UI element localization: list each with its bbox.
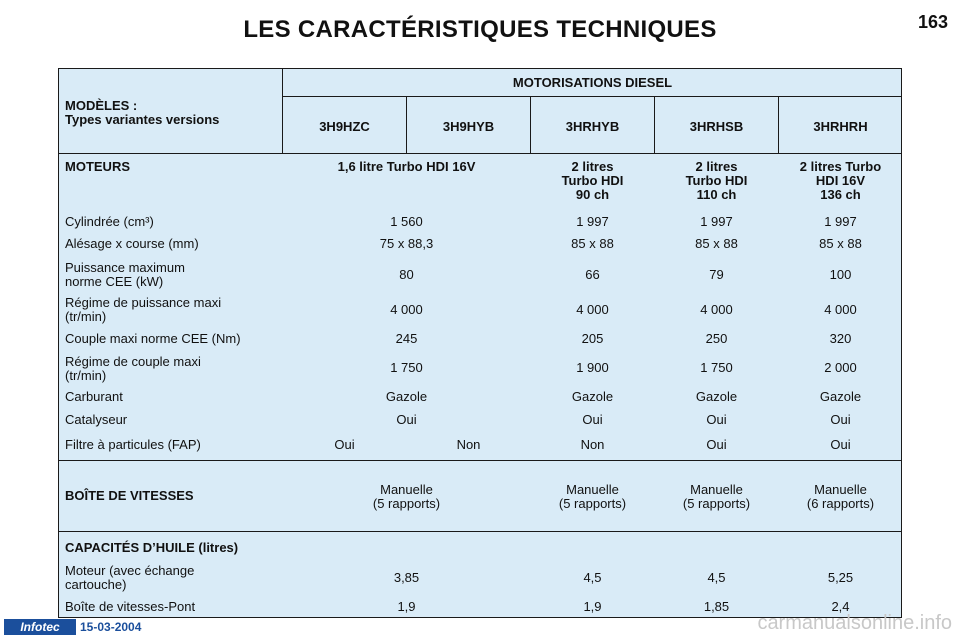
gearbox-value: Manuelle (5 rapports) [372, 482, 441, 511]
row-value: 245 [395, 331, 418, 346]
code-3h9hzc: 3H9HZC [319, 119, 370, 134]
row-value: 1,9 [583, 599, 602, 614]
row-value: Oui [582, 412, 603, 427]
row-value: Gazole [819, 389, 862, 404]
row-value: Gazole [385, 389, 428, 404]
engine-2l-110: 2 litres Turbo HDI 110 ch [685, 159, 748, 202]
engine-2l-136: 2 litres Turbo HDI 16V 136 ch [799, 159, 882, 202]
row-label-fap: Filtre à particules (FAP) [65, 437, 201, 452]
row-value: 4 000 [824, 302, 857, 317]
types-label: Types variantes versions [65, 112, 220, 127]
watermark: carmanualsonline.info [757, 612, 952, 634]
code-3hrhrh: 3HRHRH [813, 119, 868, 134]
row-value: Oui [706, 412, 727, 427]
code-3h9hyb: 3H9HYB [442, 119, 495, 134]
code-3hrhsb: 3HRHSB [689, 119, 744, 134]
row-value: Oui [706, 437, 727, 452]
gearbox-value: Manuelle (6 rapports) [806, 482, 875, 511]
row-value: 1 750 [390, 360, 423, 375]
models-label: MODÈLES : [65, 98, 138, 113]
section-divider-oil [59, 531, 902, 532]
row-label-torque: Couple maxi norme CEE (Nm) [65, 331, 241, 346]
section-divider-engines [59, 153, 902, 154]
row-value: 1 997 [700, 214, 733, 229]
oil-capacity-label: CAPACITÉS D’HUILE (litres) [65, 540, 239, 555]
code-3hrhyb: 3HRHYB [565, 119, 620, 134]
row-value: 4,5 [583, 570, 602, 585]
row-value: 4 000 [700, 302, 733, 317]
page-number: 163 [917, 12, 948, 32]
row-value: 75 x 88,3 [379, 236, 434, 251]
row-value: Non [580, 437, 605, 452]
row-value: Oui [830, 412, 851, 427]
row-label-fuel: Carburant [65, 389, 123, 404]
row-value: Oui [334, 437, 355, 452]
row-value: 205 [581, 331, 604, 346]
row-value: 66 [585, 267, 600, 282]
row-value: 1 997 [824, 214, 857, 229]
row-value: 4 000 [576, 302, 609, 317]
row-value: 4 000 [390, 302, 423, 317]
row-value: 250 [705, 331, 728, 346]
row-value: 5,25 [827, 570, 854, 585]
row-value: 4,5 [707, 570, 726, 585]
row-label-power-rpm: Régime de puissance maxi (tr/min) [65, 295, 222, 324]
motorisations-heading: MOTORISATIONS DIESEL [512, 75, 673, 90]
row-value: 1 900 [576, 360, 609, 375]
row-value: 1,9 [397, 599, 416, 614]
infotec-logo: Infotec [4, 619, 76, 635]
row-value: 320 [829, 331, 852, 346]
row-value: 3,85 [393, 570, 420, 585]
row-label-power: Puissance maximum norme CEE (kW) [65, 260, 185, 289]
gearbox-value: Manuelle (5 rapports) [682, 482, 751, 511]
row-value: 1,85 [703, 599, 730, 614]
row-value: 100 [829, 267, 852, 282]
footer-date: 15-03-2004 [80, 620, 142, 634]
row-label-catalyst: Catalyseur [65, 412, 128, 427]
row-value: 85 x 88 [695, 236, 738, 251]
row-value: Non [456, 437, 481, 452]
row-value: 2 000 [824, 360, 857, 375]
row-label-bore: Alésage x course (mm) [65, 236, 199, 251]
row-value: 79 [709, 267, 724, 282]
row-label-oil-engine: Moteur (avec échange cartouche) [65, 563, 195, 592]
page-title: LES CARACTÉRISTIQUES TECHNIQUES [243, 16, 717, 43]
row-value: Oui [396, 412, 417, 427]
gearbox-label: BOÎTE DE VITESSES [65, 488, 194, 503]
engine-16-hdi: 1,6 litre Turbo HDI 16V [337, 159, 476, 174]
row-value: 2,4 [831, 599, 850, 614]
engines-label: MOTEURS [65, 159, 130, 174]
section-divider-gearbox [59, 460, 902, 461]
row-value: 80 [399, 267, 414, 282]
row-value: 85 x 88 [571, 236, 614, 251]
row-value: 1 560 [390, 214, 423, 229]
engine-2l-90: 2 litres Turbo HDI 90 ch [561, 159, 624, 202]
row-value: Oui [830, 437, 851, 452]
row-label-torque-rpm: Régime de couple maxi (tr/min) [65, 354, 201, 383]
row-value: 85 x 88 [819, 236, 862, 251]
row-value: Gazole [571, 389, 614, 404]
header-divider [282, 96, 902, 97]
row-value: Gazole [695, 389, 738, 404]
gearbox-value: Manuelle (5 rapports) [558, 482, 627, 511]
row-label-oil-gearbox: Boîte de vitesses-Pont [65, 599, 196, 614]
spec-table [58, 68, 902, 618]
row-label-cylinder: Cylindrée (cm³) [65, 214, 154, 229]
row-value: 1 997 [576, 214, 609, 229]
row-value: 1 750 [700, 360, 733, 375]
